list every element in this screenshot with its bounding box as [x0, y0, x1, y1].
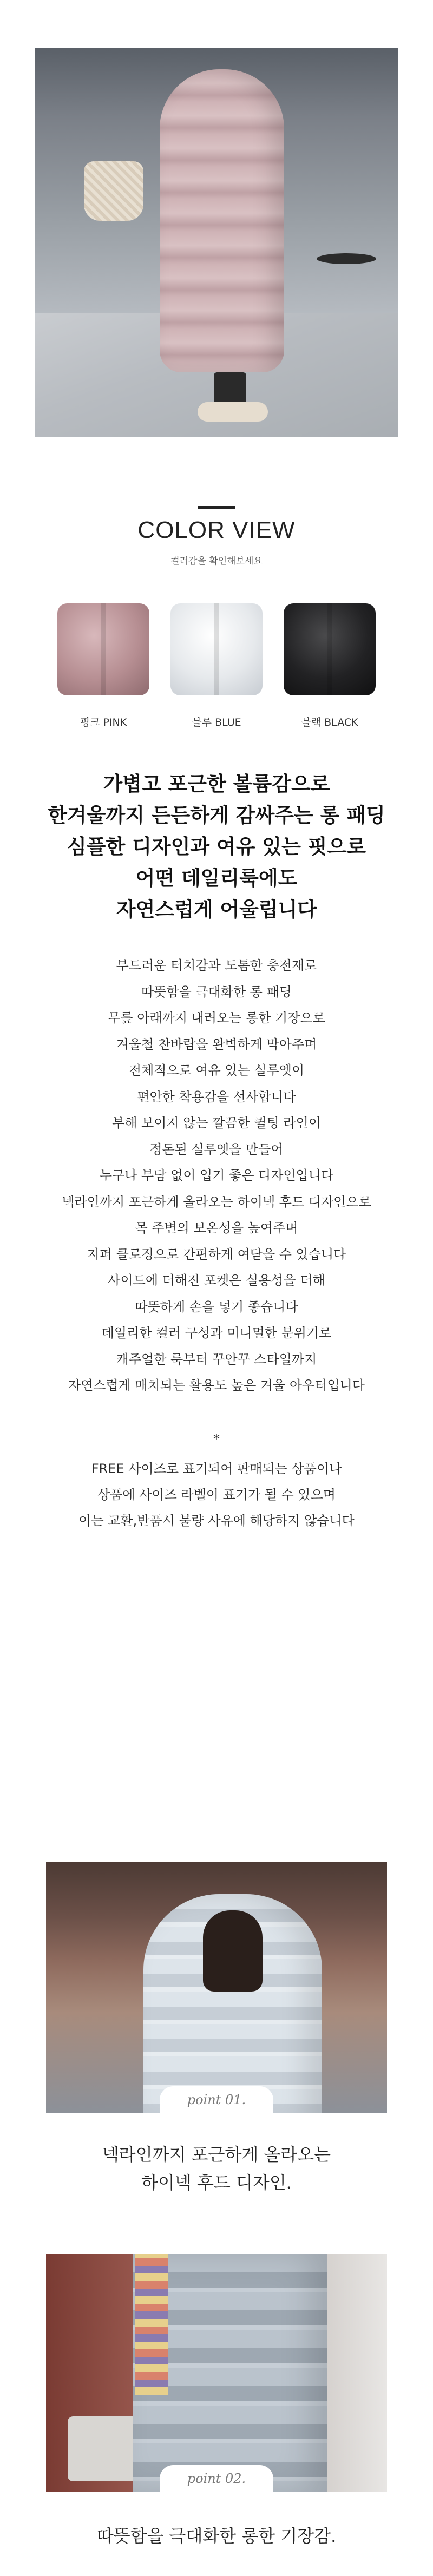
description-line: 따뜻하게 손을 넣기 좋습니다	[135, 1299, 298, 1315]
description-line: 부드러운 터치감과 도톰한 충전재로	[116, 958, 317, 973]
color-label-pink: 핑크 PINK	[80, 717, 127, 728]
notice-line: FREE 사이즈로 표기되어 판매되는 상품이나	[91, 1461, 342, 1476]
photo-bag	[84, 161, 143, 221]
color-label-blue: 블루 BLUE	[192, 717, 241, 728]
description-line: 사이드에 더해진 포켓은 실용성을 더해	[108, 1273, 325, 1288]
headline-line: 어떤 데일리룩에도	[135, 866, 298, 890]
headline-line: 자연스럽게 어울립니다	[116, 898, 317, 921]
point-02-tag: point 02.	[160, 2465, 273, 2492]
caption-line: 하이넥 후드 디자인.	[141, 2172, 292, 2193]
swatch-zipper	[327, 603, 332, 695]
color-label-black: 블랙 BLACK	[301, 717, 358, 728]
description-line: 따뜻함을 극대화한 롱 패딩	[141, 984, 292, 1000]
swatch-zipper	[214, 603, 219, 695]
description-line: 무릎 아래까지 내려오는 롱한 기장으로	[108, 1010, 325, 1026]
photo-pink-long-padding	[160, 69, 284, 372]
point-01-caption	[0, 2140, 433, 2197]
swatch-zipper	[101, 603, 106, 695]
notice-line: 이는 교환,반품시 불량 사유에 해당하지 않습니다	[78, 1513, 355, 1528]
model-photo-pink-coat	[35, 48, 398, 437]
color-view-divider	[198, 506, 235, 509]
description-line: 전체적으로 여유 있는 실루엣이	[128, 1063, 305, 1078]
photo-legs	[214, 372, 246, 405]
photo-scarf	[135, 2254, 168, 2395]
photo-stool	[317, 253, 376, 264]
description-block	[0, 952, 433, 1399]
description-line: 누구나 부담 없이 입기 좋은 디자인입니다	[99, 1168, 334, 1183]
point-01-tag: point 01.	[160, 2086, 273, 2113]
notice-line: 상품에 사이즈 라벨이 표기가 될 수 있으며	[97, 1487, 336, 1502]
description-line: 정돈된 실루엣을 만들어	[149, 1141, 284, 1157]
caption-line: 넥라인까지 포근하게 올라오는	[102, 2144, 331, 2165]
notice-block	[0, 1456, 433, 1534]
description-line: 데일리한 컬러 구성과 미니멀한 분위기로	[101, 1325, 332, 1340]
headline-line: 한겨울까지 든든하게 감싸주는 롱 패딩	[48, 804, 385, 827]
headline-line: 가볍고 포근한 볼륨감으로	[103, 772, 330, 796]
color-swatch-black	[284, 603, 376, 695]
headline-line: 심플한 디자인과 여유 있는 핏으로	[67, 835, 366, 858]
headline-block	[0, 768, 433, 925]
notice-mark: *	[213, 1431, 220, 1447]
description-line: 자연스럽게 매치되는 활용도 높은 겨울 아우터입니다	[68, 1378, 365, 1393]
description-line: 넥라인까지 포근하게 올라오는 하이넥 후드 디자인으로	[62, 1194, 371, 1210]
point-01-photo	[46, 1862, 387, 2113]
color-view-title: COLOR VIEW	[137, 517, 296, 543]
description-line: 캐주얼한 룩부터 꾸안꾸 스타일까지	[116, 1351, 317, 1367]
point-02-photo	[46, 2254, 387, 2492]
description-line: 편안한 착용감을 선사합니다	[137, 1089, 296, 1105]
description-line: 지퍼 클로징으로 간편하게 여닫을 수 있습니다	[87, 1246, 346, 1262]
photo-shoes	[198, 402, 268, 422]
description-line: 겨울철 찬바람을 완벽하게 막아주며	[116, 1036, 317, 1052]
color-swatch-blue	[170, 603, 263, 695]
description-line: 목 주변의 보온성을 높여주며	[135, 1220, 298, 1236]
color-view-subtitle: 컬러감을 확인해보세요	[170, 556, 263, 567]
caption-line: 따뜻함을 극대화한 롱한 기장감.	[96, 2526, 337, 2546]
photo-hair	[203, 1910, 263, 1992]
point-02-caption	[0, 2522, 433, 2550]
color-swatch-pink	[57, 603, 149, 695]
description-line: 부해 보이지 않는 깔끔한 퀼팅 라인이	[112, 1115, 321, 1131]
